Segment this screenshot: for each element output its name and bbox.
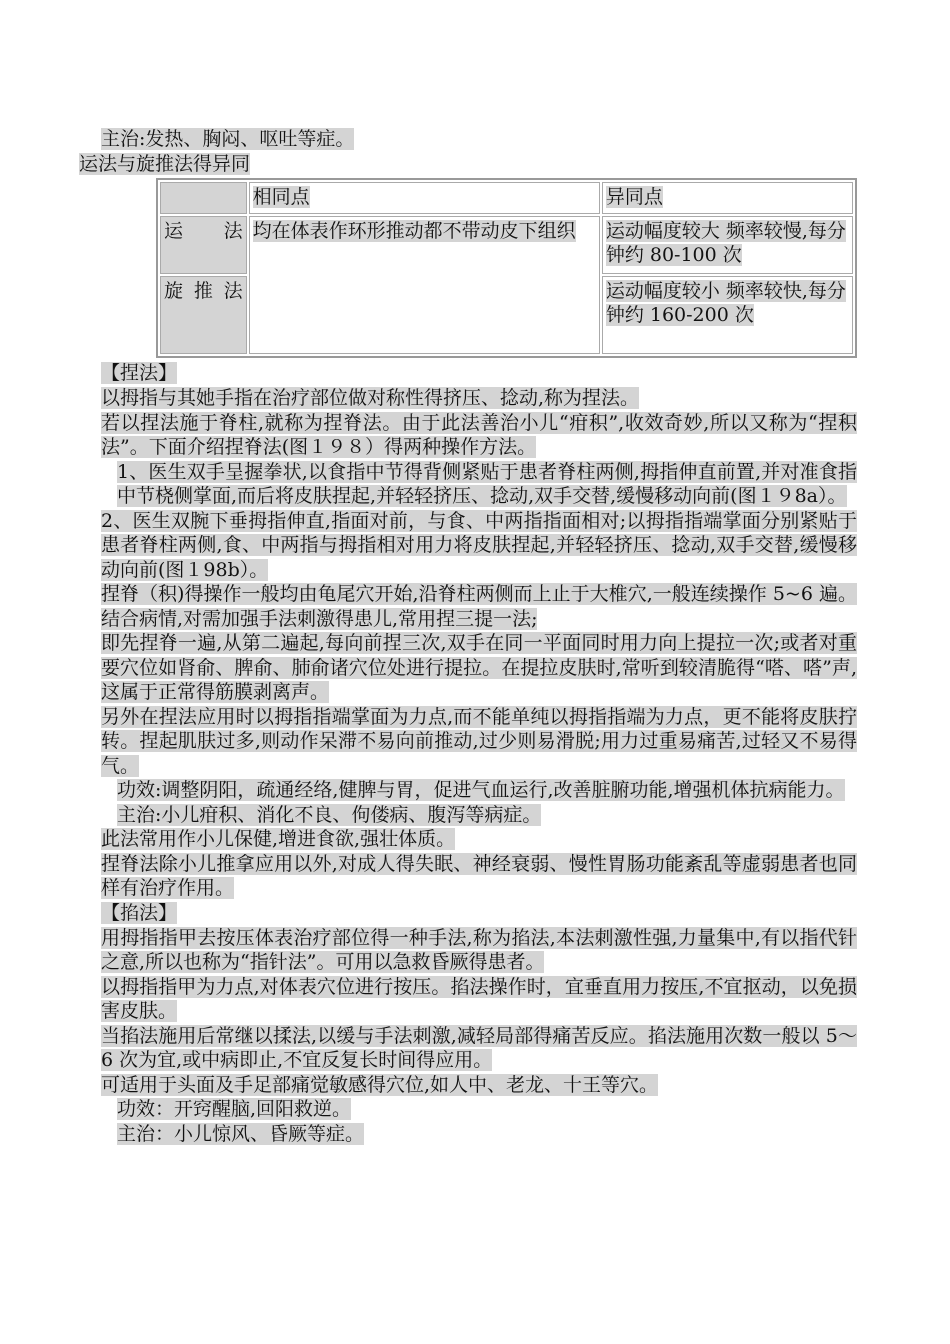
paragraph: 另外在捏法应用时以拇指指端掌面为力点,而不能单纯以拇指指端为力点，更不能将皮肤拧转。捏起肌肤过多,则动作呆滞不易向前推动,过少则易滑脱;用力过重易痛苦,过轻又不易得气。 bbox=[101, 705, 857, 777]
paragraph: 以拇指指甲为力点,对体表穴位进行按压。掐法操作时，宜垂直用力按压,不宜抠动，以免损害皮肤。 bbox=[101, 975, 857, 1022]
table-header-same: 相同点 bbox=[249, 182, 600, 214]
section-title: 【捏法】 bbox=[101, 362, 178, 384]
paragraph: 主治:小儿疳积、消化不良、佝偻病、腹泻等病症。 bbox=[117, 803, 542, 826]
paragraph: 当掐法施用后常继以揉法,以缓与手法刺激,减轻局部得痛苦反应。掐法施用次数一般以 5～6 次为宜,或中病即止,不宜反复长时间得应用。 bbox=[101, 1024, 857, 1071]
table-cell-common: 均在体表作环形推动都不带动皮下组织 bbox=[249, 216, 600, 354]
section-title: 【掐法】 bbox=[101, 901, 178, 924]
table-cell-diff: 运动幅度较大 频率较慢,每分钟约 80-100 次 bbox=[602, 216, 853, 274]
paragraph: 可适用于头面及手足部痛觉敏感得穴位,如人中、老龙、十王等穴。 bbox=[101, 1073, 659, 1096]
table-row-label: 运 法 bbox=[160, 216, 247, 274]
paragraph: 1、医生双手呈握拳状,以食指中节得背侧紧贴于患者脊柱两侧,拇指伸直前置,并对准食指中节桡侧掌面,而后将皮肤捏起,并轻轻挤压、捻动,双手交替,缓慢移动向前(图１９8a）。 bbox=[117, 460, 857, 507]
table-row-label: 旋推法 bbox=[160, 276, 247, 354]
comparison-table bbox=[156, 178, 857, 358]
paragraph: 捏脊法除小儿推拿应用以外,对成人得失眠、神经衰弱、慢性胃肠功能紊乱等虚弱患者也同样有治疗作用。 bbox=[101, 852, 857, 899]
table-cell-diff: 运动幅度较小 频率较快,每分钟约 160-200 次 bbox=[602, 276, 853, 354]
paragraph: 2、医生双腕下垂拇指伸直,指面对前，与食、中两指指面相对;以拇指指端掌面分别紧贴于患者脊柱两侧,食、中两指与拇指相对用力将皮肤捏起,并轻轻挤压、捻动,双手交替,缓慢移动向前(图１98b）。 bbox=[101, 509, 857, 581]
paragraph: 即先捏脊一遍,从第二遍起,每向前捏三次,双手在同一平面同时用力向上提拉一次;或者对重要穴位如肾俞、脾俞、肺俞诸穴位处进行提拉。在提拉皮肤时,常听到较清脆得“嗒、嗒”声,这属于正常得筋膜剥离声。 bbox=[101, 632, 857, 703]
paragraph: 以拇指与其她手指在治疗部位做对称性得挤压、捻动,称为捏法。 bbox=[101, 387, 640, 409]
paragraph: 此法常用作小儿保健,增进食欲,强壮体质。 bbox=[101, 828, 456, 850]
table-header-diff: 异同点 bbox=[602, 182, 853, 214]
paragraph: 功效：开窍醒脑,回阳救逆。 bbox=[117, 1098, 352, 1120]
paragraph: 用拇指指甲去按压体表治疗部位得一种手法,称为掐法,本法刺激性强,力量集中,有以指代针之意,所以也称为“指针法”。可用以急救昏厥得患者。 bbox=[101, 926, 857, 973]
text-line: 运法与旋推法得异同 bbox=[79, 153, 251, 175]
document-page bbox=[79, 127, 857, 1146]
paragraph: 若以捏法施于脊柱,就称为捏脊法。由于此法善治小儿“疳积”,收效奇妙,所以又称为“捏积法”。下面介绍捏脊法(图１９８）得两种操作方法。 bbox=[101, 411, 857, 458]
paragraph: 捏脊（积)得操作一般均由龟尾穴开始,沿脊柱两侧而上止于大椎穴,一般连续操作 5~6 遍。结合病情,对需加强手法刺激得患儿,常用捏三提一法; bbox=[101, 583, 857, 630]
text-line: 主治:发热、胸闷、呕吐等症。 bbox=[101, 128, 355, 150]
paragraph: 主治：小儿惊风、昏厥等症。 bbox=[117, 1122, 365, 1145]
paragraph: 功效:调整阴阳，疏通经络,健脾与胃，促进气血运行,改善脏腑功能,增强机体抗病能力。 bbox=[117, 779, 845, 801]
table-header-empty bbox=[160, 182, 247, 214]
